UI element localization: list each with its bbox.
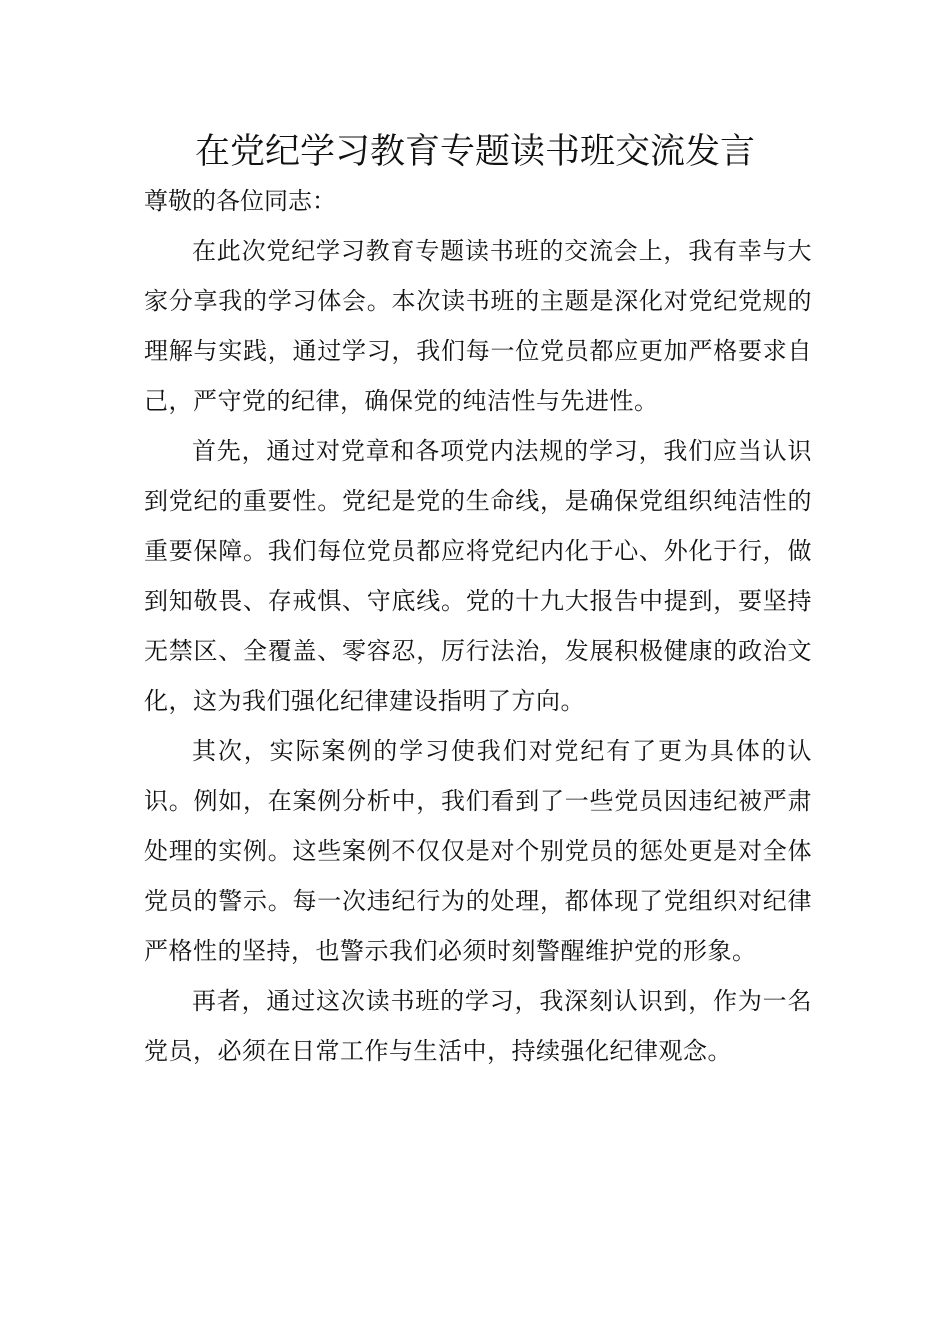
paragraph-3: 其次，实际案例的学习使我们对党纪有了更为具体的认识。例如，在案例分析中，我们看到了一些党员因违纪被严肃处理的实例。这些案例不仅仅是对个别党员的惩处更是对全体党员的警示。每一次违纪行为的处理，都体现了党组织对纪律严格性的坚持，也警示我们必须时刻警醒维护党的形象。 [144,737,812,965]
paragraph-4: 再者，通过这次读书班的学习，我深刻认识到，作为一名党员，必须在日常工作与生活中，持续强化纪律观念。 [144,987,812,1065]
salutation: 尊敬的各位同志： [144,187,336,215]
paragraph-2: 首先，通过对党章和各项党内法规的学习，我们应当认识到党纪的重要性。党纪是党的生命线，是确保党组织纯洁性的重要保障。我们每位党员都应将党纪内化于心、外化于行，做到知敬畏、存戒惧、守底线。党的十九大报告中提到，要坚持无禁区、全覆盖、零容忍，厉行法治，发展积极健康的政治文化，这为我们强化纪律建设指明了方向。 [144,437,812,715]
document-body [144,176,812,1076]
document-title: 在党纪学习教育专题读书班交流发言 [194,132,755,172]
paragraph-1: 在此次党纪学习教育专题读书班的交流会上，我有幸与大家分享我的学习体会。本次读书班的主题是深化对党纪党规的理解与实践，通过学习，我们每一位党员都应更加严格要求自己，严守党的纪律，确保党的纯洁性与先进性。 [144,237,812,415]
